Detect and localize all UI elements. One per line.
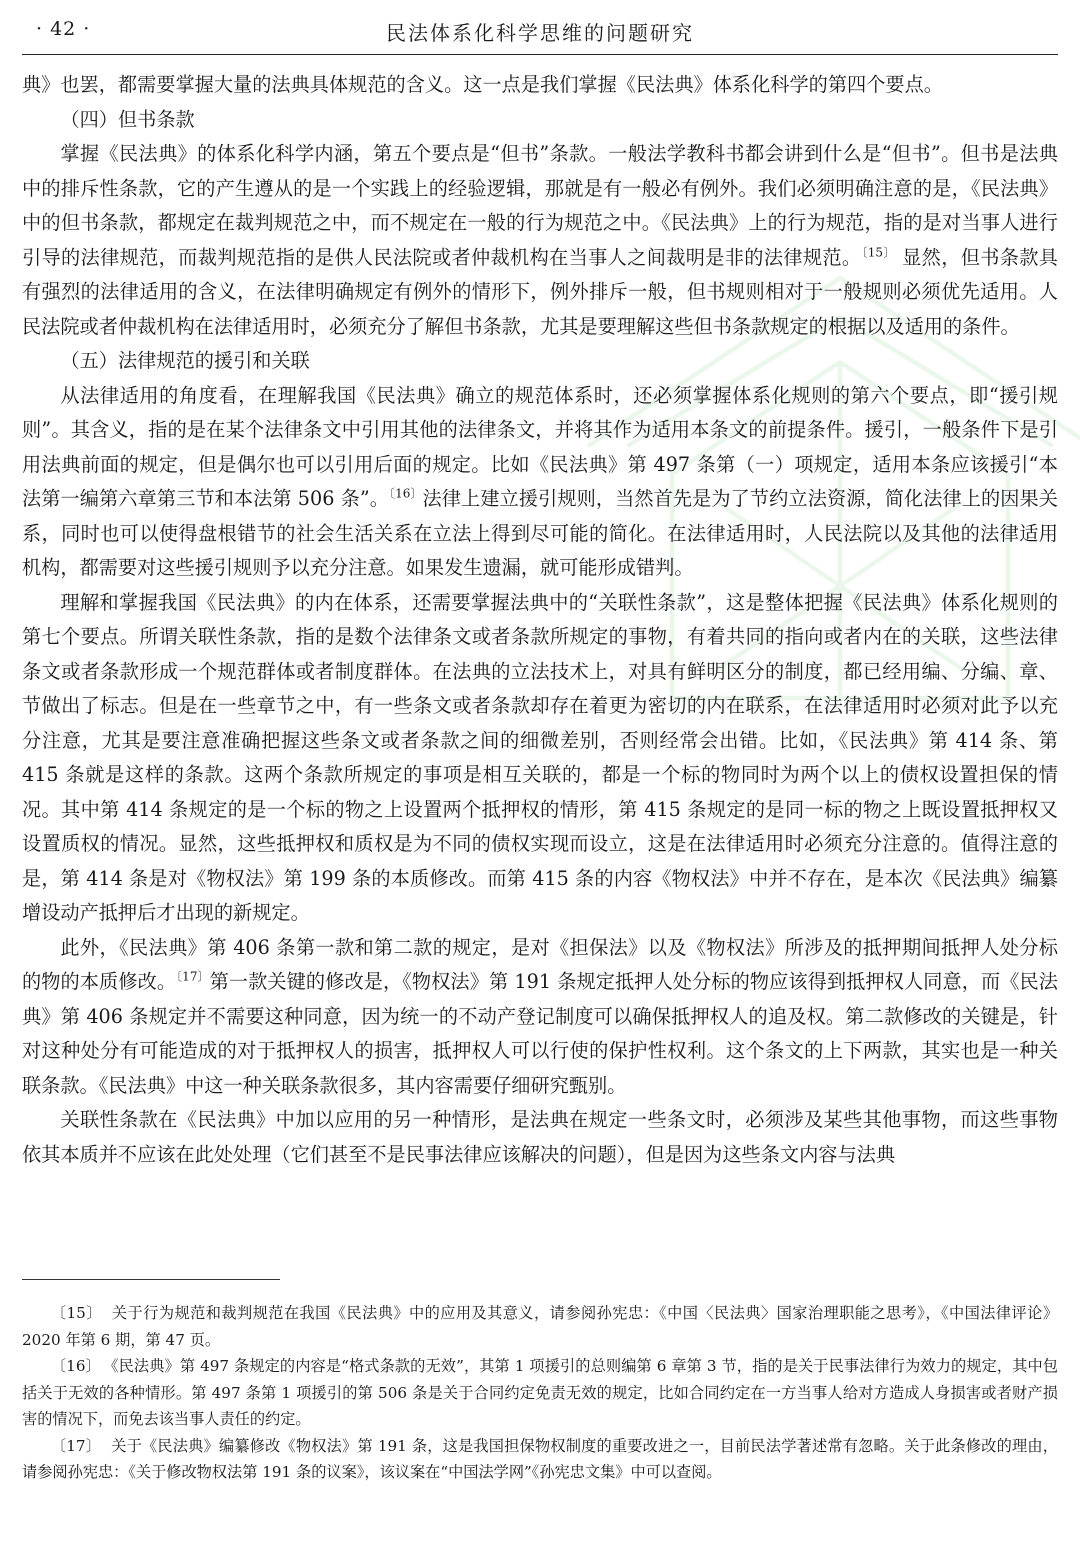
- paragraph: [22, 931, 1058, 1104]
- paragraph: [22, 137, 1058, 344]
- footnote-mark: 〔16〕: [50, 1357, 101, 1375]
- paragraph-text: 第一款关键的修改是，《物权法》第 191 条规定抵押人处分标的物应该得到抵押权人同意，而《民法典》第 406 条规定并不需要这种同意，因为统一的不动产登记制度可以确保抵押权人的追及权。第二款修改的关键是，针对这种处分有可能造成的对于抵押权人的损害，抵押权人可以行使的保护性权利。这个条文的上下两款，其实也是一种关联条款。《民法典》中这一种关联条款很多，其内容需要仔细研究甄别。: [22, 970, 1058, 1097]
- footnote-divider: [22, 1279, 280, 1280]
- main-text: [22, 68, 1058, 1172]
- footnote: [22, 1353, 1058, 1433]
- page-number: · 42 ·: [36, 18, 91, 40]
- footnote-text: 《民法典》第 497 条规定的内容是“格式条款的无效”，其第 1 项援引的总则编第 6 章第 3 节，指的是关于民事法律行为效力的规定，其中包括关于无效的各种情形。第 497 条第 1 项援引的第 506 条是关于合同约定免责无效的规定，比如合同约定在一方当事人给对方造成人身损害或者财产损害的情况下，而免去该当事人责任的约定。: [22, 1357, 1058, 1428]
- page-header: [22, 14, 1058, 55]
- section-heading: （五）法律规范的援引和关联: [60, 349, 310, 372]
- paragraph-text: 从法律适用的角度看，在理解我国《民法典》确立的规范体系时，还必须掌握体系化规则的第六个要点，即“援引规则”。其含义，指的是在某个法律条文中引用其他的法律条文，并将其作为适用本条文的前提条件。援引，一般条件下是引用法典前面的规定，但是偶尔也可以引用后面的规定。比如《民法典》第 497 条第（一）项规定，适用本条应该援引“本法第一编第六章第三节和本法第 506 条”。: [22, 383, 1058, 510]
- footnote-text: 关于《民法典》编纂修改《物权法》第 191 条，这是我国担保物权制度的重要改进之一，目前民法学著述常有忽略。关于此条修改的理由，请参阅孙宪忠：《关于修改物权法第 191 条的议案》，该议案在“中国法学网”《孙宪忠文集》中可以查阅。: [22, 1436, 1058, 1481]
- section-heading: （四）但书条款: [60, 107, 195, 131]
- footnote-ref[interactable]: 〔17〕: [176, 969, 210, 984]
- paragraph: 理解和掌握我国《民法典》的内在体系，还需要掌握法典中的“关联性条款”，这是整体把握《民法典》体系化规则的第七个要点。所谓关联性条款，指的是数个法律条文或者条款所规定的事物，有着共同的指向或者内在的关联，这些法律条文或者条款形成一个规范群体或者制度群体。在法典的立法技术上，对具有鲜明区分的制度，都已经用编、分编、章、节做出了标志。但是在一些章节之中，有一些条文或者条款却存在着更为密切的内在联系，在法律适用时必须对此予以充分注意，尤其是要注意准确把握这些条文或者条款之间的细微差别，否则经常会出错。比如，《民法典》第 414 条、第 415 条就是这样的条款。这两个条款所规定的事项是相互关联的，都是一个标的物同时为两个以上的债权设置担保的情况。其中第 414 条规定的是一个标的物之上设置两个抵押权的情形，第 415 条规定的是同一标的物之上既设置抵押权又设置质权的情况。显然，这些抵押权和质权是为不同的债权实现而设立，这是在法律适用时必须充分注意的。值得注意的是，第 414 条是对《物权法》第 199 条的本质修改。而第 415 条的内容《物权法》中并不存在，是本次《民法典》编纂增设动产抵押后才出现的新规定。: [22, 590, 1058, 924]
- paragraph: [22, 379, 1058, 586]
- paragraph-text: 此外，《民法典》第 406 条第一款和第二款的规定，是对《担保法》以及《物权法》所涉及的抵押期间抵押人处分标的物的本质修改。: [22, 935, 1058, 993]
- footnote: [22, 1433, 1058, 1486]
- paragraph: 关联性条款在《民法典》中加以应用的另一种情形，是法典在规定一些条文时，必须涉及某些其他事物，而这些事物依其本质并不应该在此处处理（它们甚至不是民事法律应该解决的问题），但是因为这些条文内容与法典: [22, 1108, 1058, 1166]
- paragraph: 典》也罢，都需要掌握大量的法典具体规范的含义。这一点是我们掌握《民法典》体系化科学的第四个要点。: [22, 73, 943, 96]
- paragraph-text: 法律上建立援引规则，当然首先是为了节约立法资源，简化法律上的因果关系，同时也可以使得盘根错节的社会生活关系在立法上得到尽可能的简化。在法律适用时，人民法院以及其他的法律适用机构，都需要对这些援引规则予以充分注意。如果发生遗漏，就可能形成错判。: [22, 487, 1058, 579]
- footnote-ref[interactable]: 〔15〕: [861, 245, 896, 260]
- footnote: [22, 1300, 1058, 1353]
- paragraph-text: 显然，但书条款具有强烈的法律适用的含义，在法律明确规定有例外的情形下，例外排斥一般，但书规则相对于一般规则必须优先适用。人民法院或者仲裁机构在法律适用时，必须充分了解但书条款，尤其是要理解这些但书条款规定的根据以及适用的条件。: [22, 245, 1058, 338]
- footnotes: [22, 1300, 1058, 1486]
- footnote-mark: 〔17〕: [50, 1436, 102, 1455]
- footnote-text: 关于行为规范和裁判规范在我国《民法典》中的应用及其意义，请参阅孙宪忠：《中国〈民法典〉国家治理职能之思考》，《中国法律评论》2020 年第 6 期，第 47 页。: [22, 1304, 1059, 1349]
- footnote-ref[interactable]: 〔16〕: [389, 486, 423, 501]
- paragraph-text: 掌握《民法典》的体系化科学内涵，第五个要点是“但书”条款。一般法学教科书都会讲到什么是“但书”。但书是法典中的排斥性条款，它的产生遵从的是一个实践上的经验逻辑，那就是有一般必有例外。我们必须明确注意的是，《民法典》中的但书条款，都规定在裁判规范之中，而不规定在一般的行为规范之中。《民法典》上的行为规范，指的是对当事人进行引导的法律规范，而裁判规范指的是供人民法院或者仲裁机构在当事人之间裁明是非的法律规范。: [22, 142, 1058, 269]
- footnote-mark: 〔15〕: [50, 1304, 102, 1322]
- running-title: 民法体系化科学思维的问题研究: [386, 21, 694, 45]
